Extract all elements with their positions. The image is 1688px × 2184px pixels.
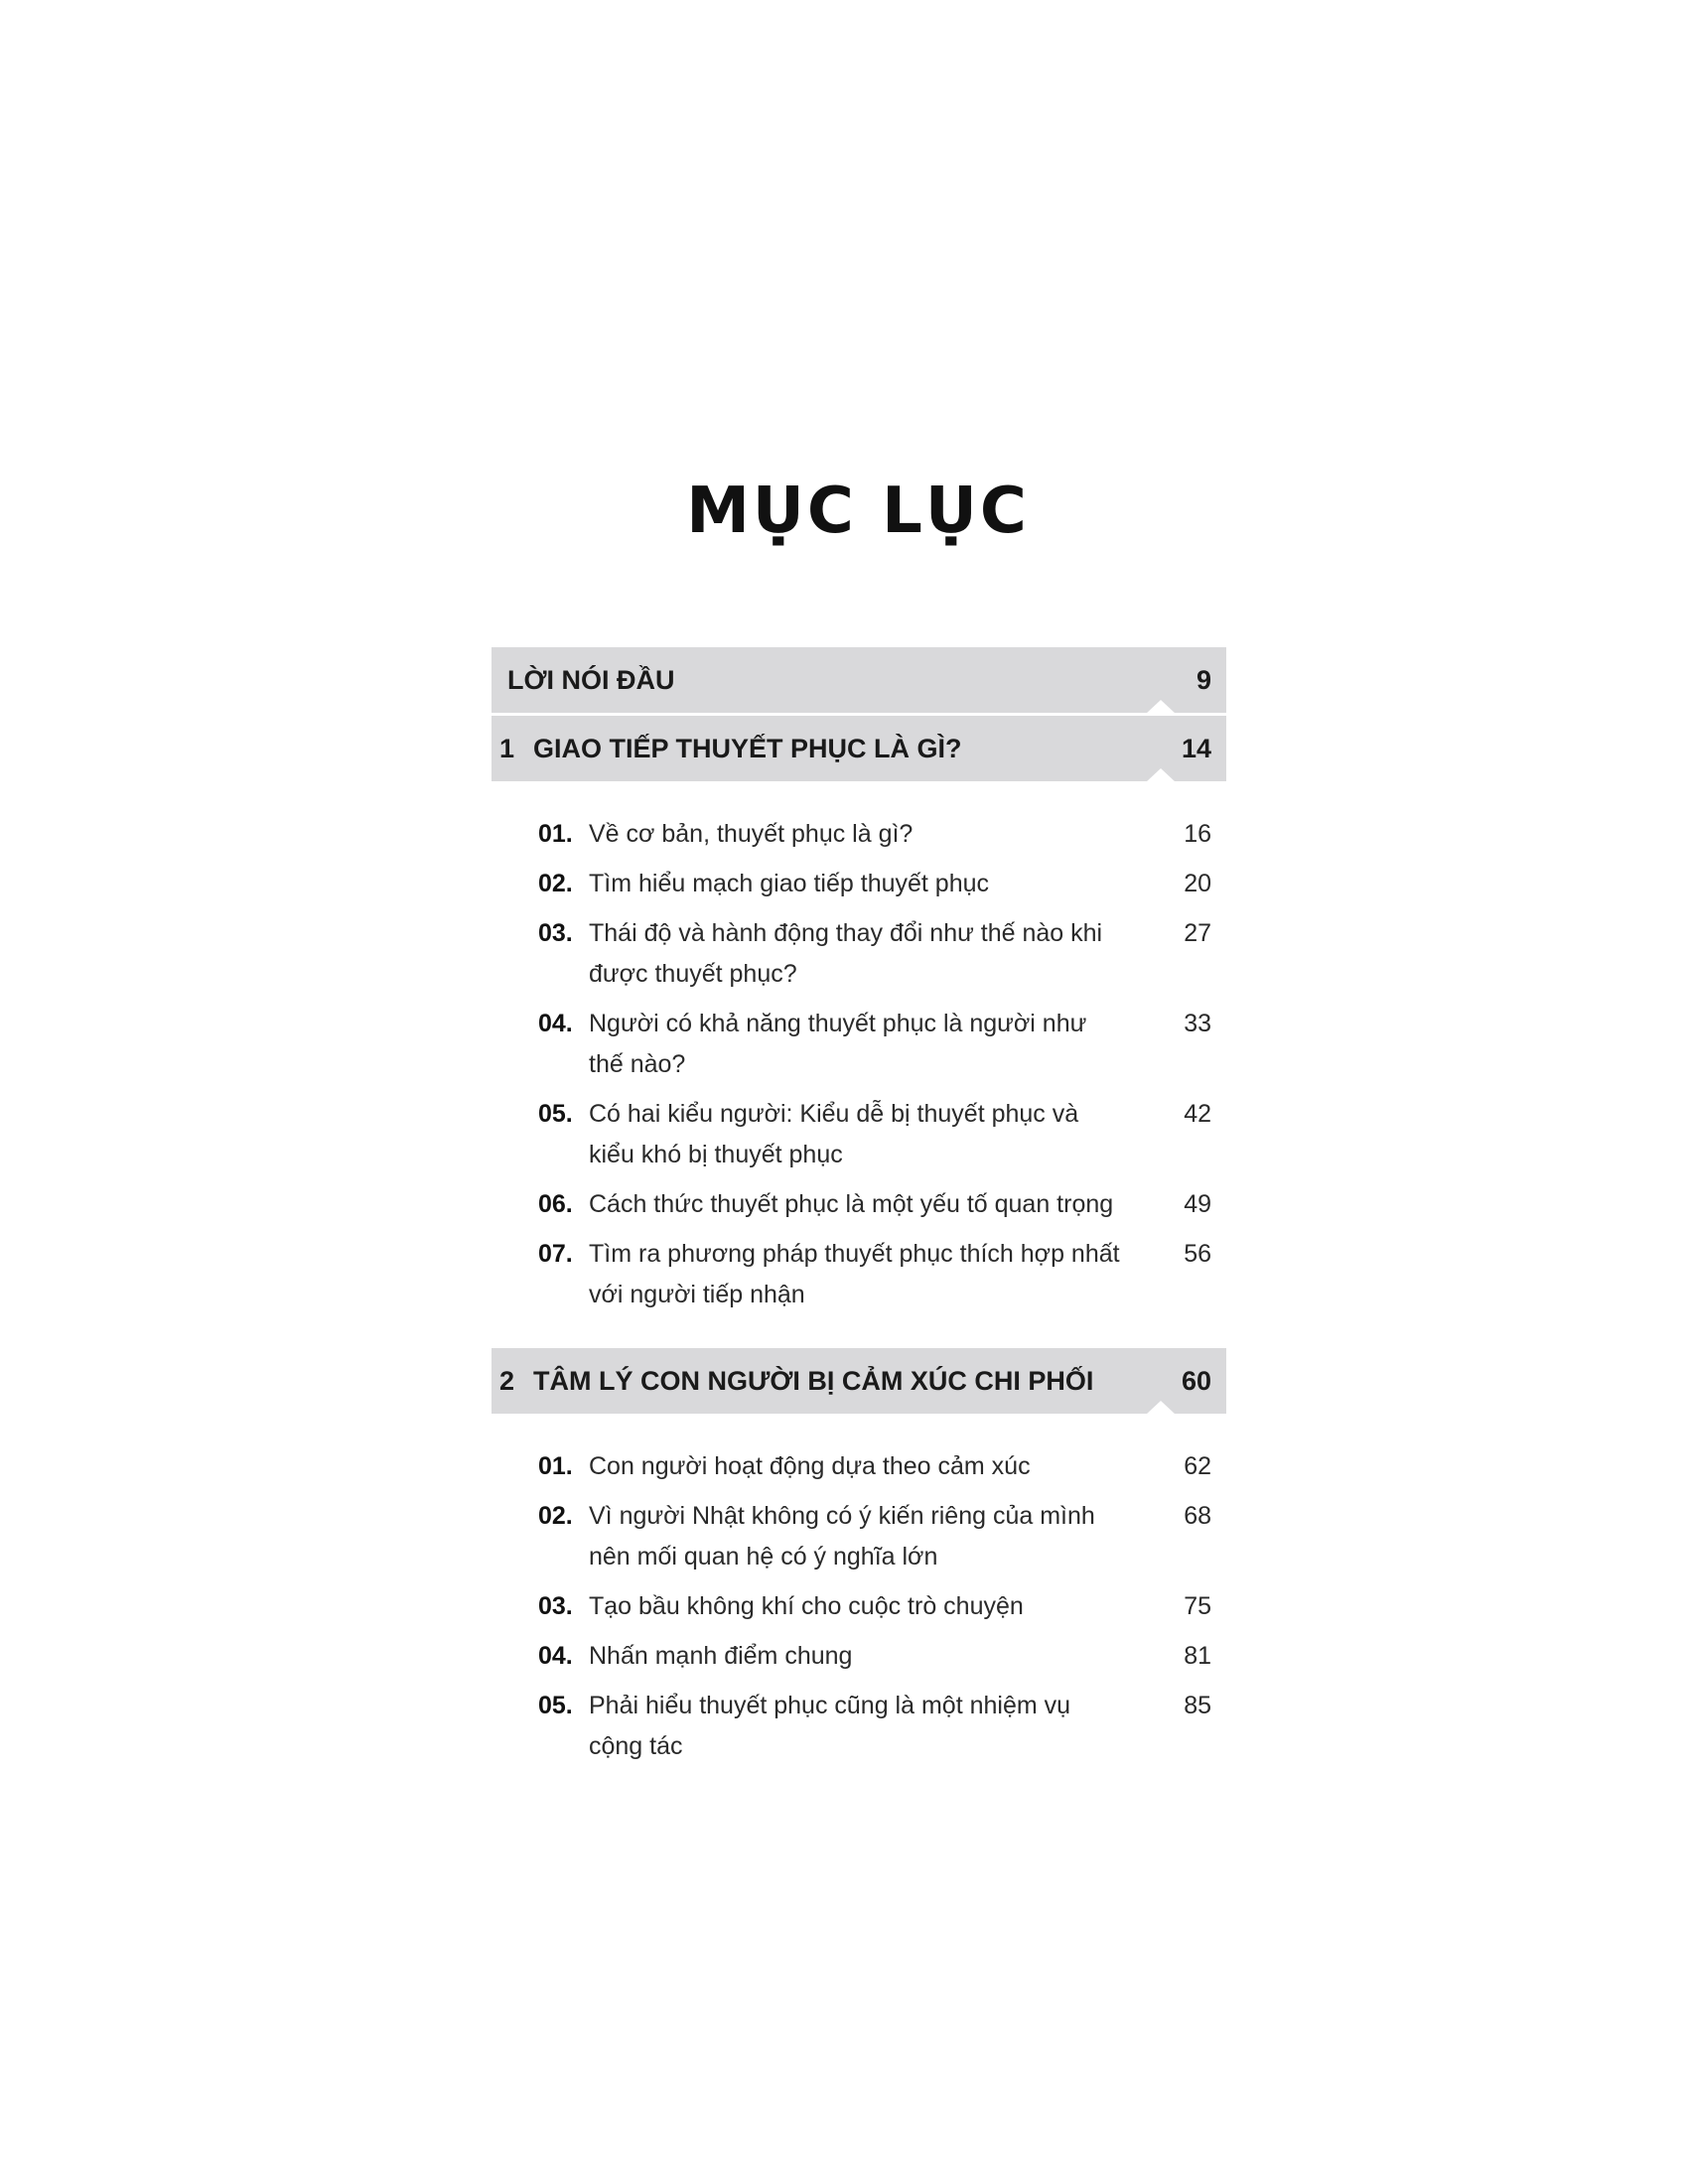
toc-preface-row[interactable] <box>492 647 1226 713</box>
chapter-title: TÂM LÝ CON NGƯỜI BỊ CẢM XÚC CHI PHỐI <box>533 1365 1094 1396</box>
toc-entry[interactable] <box>492 1586 1226 1627</box>
entry-page: 27 <box>1184 919 1211 947</box>
toc-entry[interactable] <box>492 1686 1226 1767</box>
entry-title: Tạo bầu không khí cho cuộc trò chuyện <box>589 1592 1024 1620</box>
entry-title: Con người hoạt động dựa theo cảm xúc <box>589 1452 1031 1480</box>
entry-title: Cách thức thuyết phục là một yếu tố quan trọng <box>589 1190 1114 1218</box>
entry-title: Vì người Nhật không có ý kiến riêng của mình nên mối quan hệ có ý nghĩa lớn <box>589 1502 1095 1570</box>
toc-entry[interactable] <box>492 913 1226 995</box>
toc-chapter-2-row[interactable] <box>492 1348 1226 1414</box>
entry-page: 81 <box>1184 1642 1211 1670</box>
entry-title: Thái độ và hành động thay đổi như thế nào khi được thuyết phục? <box>589 919 1103 988</box>
chapter-number: 2 <box>499 1365 515 1396</box>
entry-number: 03. <box>538 919 573 947</box>
entry-number: 01. <box>538 820 573 848</box>
page-title: MỤC LỤC <box>686 475 1030 548</box>
entry-page: 68 <box>1184 1502 1211 1530</box>
entry-title: Người có khả năng thuyết phục là người như thế nào? <box>589 1010 1087 1078</box>
entry-title: Có hai kiểu người: Kiểu dễ bị thuyết phục và kiểu khó bị thuyết phục <box>589 1100 1079 1168</box>
entry-page: 85 <box>1184 1692 1211 1719</box>
entry-number: 01. <box>538 1452 573 1480</box>
toc-entry[interactable] <box>492 1234 1226 1315</box>
toc-chapter-1-row[interactable] <box>492 716 1226 781</box>
entry-number: 02. <box>538 870 573 897</box>
entry-page: 33 <box>1184 1010 1211 1037</box>
entry-title: Tìm ra phương pháp thuyết phục thích hợp nhất với người tiếp nhận <box>589 1240 1120 1308</box>
entry-title: Phải hiểu thuyết phục cũng là một nhiệm vụ cộng tác <box>589 1692 1071 1760</box>
band-notch <box>1146 768 1176 782</box>
toc-entry[interactable] <box>492 1636 1226 1677</box>
chapter-2-entries <box>492 1417 1226 1798</box>
entry-number: 03. <box>538 1592 573 1620</box>
toc-entry[interactable] <box>492 864 1226 904</box>
entry-page: 49 <box>1184 1190 1211 1218</box>
entry-number: 05. <box>538 1692 573 1719</box>
preface-label: LỜI NÓI ĐẦU <box>507 664 675 695</box>
chapter-page: 60 <box>1181 1365 1211 1396</box>
toc-entry[interactable] <box>492 1004 1226 1085</box>
table-of-contents <box>492 647 1226 1798</box>
entry-page: 75 <box>1184 1592 1211 1620</box>
entry-number: 02. <box>538 1502 573 1530</box>
band-notch <box>1146 1401 1176 1415</box>
entry-number: 05. <box>538 1100 573 1128</box>
toc-entry[interactable] <box>492 1496 1226 1577</box>
entry-number: 04. <box>538 1642 573 1670</box>
chapter-1-entries <box>492 784 1226 1346</box>
entry-number: 06. <box>538 1190 573 1218</box>
entry-page: 20 <box>1184 870 1211 897</box>
toc-entry[interactable] <box>492 1184 1226 1225</box>
entry-page: 42 <box>1184 1100 1211 1128</box>
entry-page: 56 <box>1184 1240 1211 1268</box>
chapter-page: 14 <box>1181 733 1211 763</box>
entry-page: 62 <box>1184 1452 1211 1480</box>
band-notch <box>1146 700 1176 714</box>
entry-number: 07. <box>538 1240 573 1268</box>
chapter-number: 1 <box>499 733 515 763</box>
entry-title: Về cơ bản, thuyết phục là gì? <box>589 820 914 848</box>
entry-title: Nhấn mạnh điểm chung <box>589 1642 853 1670</box>
preface-page: 9 <box>1196 664 1211 695</box>
toc-entry[interactable] <box>492 1094 1226 1175</box>
toc-entry[interactable] <box>492 814 1226 855</box>
entry-number: 04. <box>538 1010 573 1037</box>
chapter-title: GIAO TIẾP THUYẾT PHỤC LÀ GÌ? <box>533 733 962 763</box>
entry-title: Tìm hiểu mạch giao tiếp thuyết phục <box>589 870 990 897</box>
entry-page: 16 <box>1184 820 1211 848</box>
toc-entry[interactable] <box>492 1446 1226 1487</box>
